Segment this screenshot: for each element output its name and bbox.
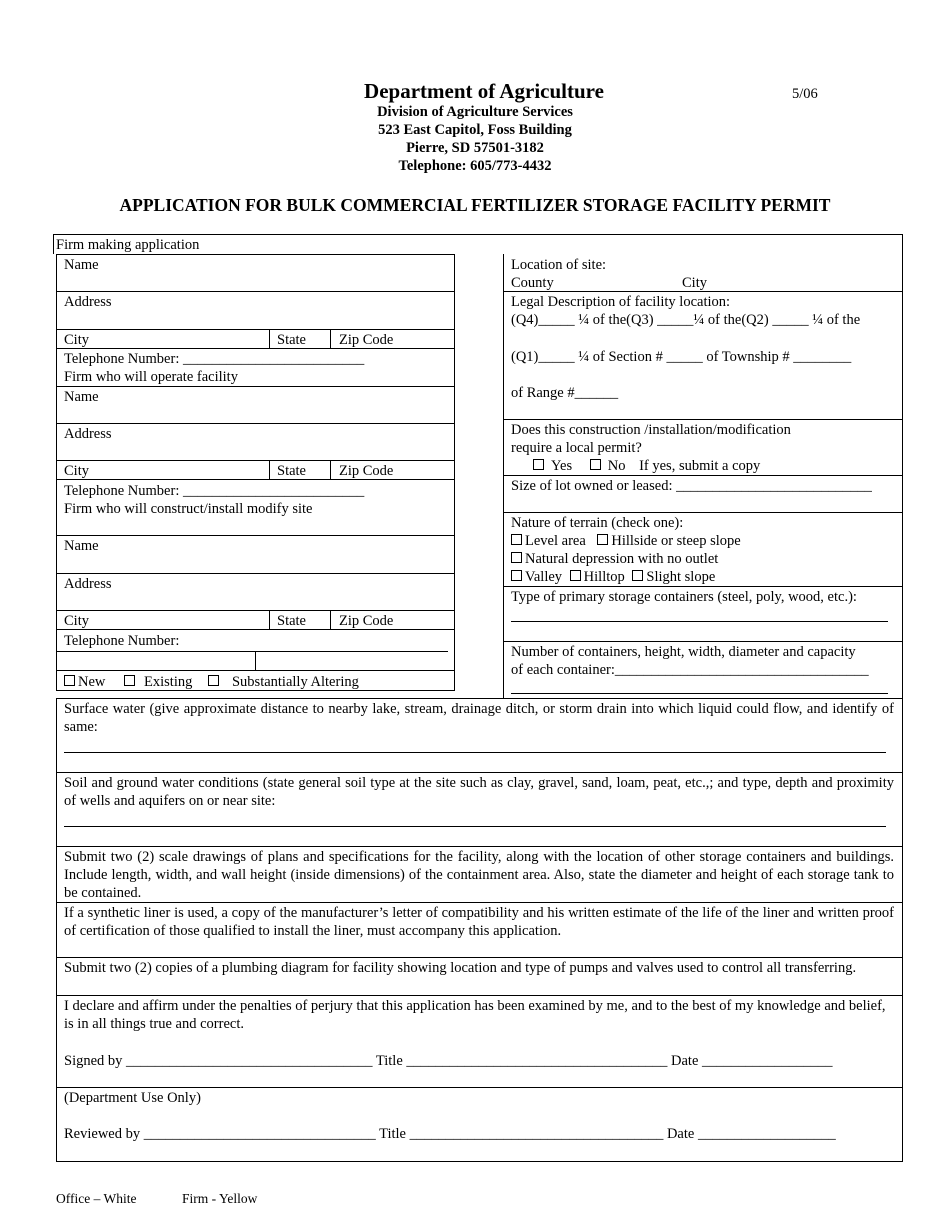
permit-yes-label: Yes: [551, 458, 573, 474]
soil-water-label: Soil and ground water conditions (state general soil type at the site such as clay, gravel, sand, loam, peat, etc.,; and type, depth and proximity of wells and aquifers on or near site:: [64, 775, 894, 809]
applicant-address-field[interactable]: Address: [64, 294, 112, 310]
site-county-field[interactable]: County: [511, 275, 554, 291]
constructor-section-label: Firm who will construct/install modify site: [64, 501, 313, 517]
terrain-hillside-label: Hillside or steep slope: [611, 533, 741, 549]
operator-name-field[interactable]: Name: [64, 389, 99, 405]
container-type-line[interactable]: [511, 620, 888, 622]
form-version: 5/06: [792, 86, 818, 102]
liner-instruction: If a synthetic liner is used, a copy of the manufacturer’s letter of compatibility and his written estimate of the life of the liner and written proof of certification of those qualified to install the liner, must accompany this application.: [64, 905, 894, 939]
operator-section-label: Firm who will operate facility: [64, 369, 238, 385]
permit-yes-note: If yes, submit a copy: [639, 458, 761, 474]
existing-checkbox[interactable]: [124, 675, 135, 686]
operator-address-field[interactable]: Address: [64, 426, 112, 442]
reviewed-by-line[interactable]: Reviewed by ________________________________ Title ___________________________________ Date ___________________: [64, 1126, 836, 1142]
city-state-zip: Pierre, SD 57501-3182: [406, 140, 544, 156]
left-column: [56, 254, 455, 691]
terrain-row-3: [511, 568, 715, 586]
terrain-row-1: [511, 532, 741, 550]
terrain-hilltop-label: Hilltop: [583, 569, 625, 585]
permit-no-label: No: [607, 458, 626, 474]
operator-telephone-field[interactable]: Telephone Number: _________________________: [64, 483, 365, 499]
local-permit-question-1: Does this construction /installation/modification: [511, 422, 791, 438]
terrain-row-2: [511, 550, 718, 568]
office-copy-label: Office – White: [56, 1191, 137, 1206]
operator-city-field[interactable]: City: [64, 463, 89, 479]
local-permit-options: [533, 457, 760, 475]
declaration-text: I declare and affirm under the penalties of perjury that this application has been examined by me, and to the best of my knowledge and belief, is in all things true and correct.: [64, 998, 886, 1032]
legal-description-label: Legal Description of facility location:: [511, 294, 731, 310]
drawings-instruction: Submit two (2) scale drawings of plans and specifications for the facility, along with the location of other storage containers and buildings. Include length, width, and wall height (inside dimensions) of the containment area. Also, state the diameter and height of each storage tank to be contained.: [64, 849, 894, 901]
new-label: New: [78, 674, 106, 690]
form-title: APPLICATION FOR BULK COMMERCIAL FERTILIZER STORAGE FACILITY PERMIT: [119, 195, 831, 215]
terrain-slight-checkbox[interactable]: [632, 570, 643, 581]
department-title: Department of Agriculture: [364, 79, 604, 103]
operator-state-field[interactable]: State: [277, 463, 306, 479]
applicant-telephone-field[interactable]: Telephone Number: _________________________: [64, 351, 365, 367]
container-details-label-1: Number of containers, height, width, diameter and capacity: [511, 644, 856, 660]
department-use-label: (Department Use Only): [64, 1090, 201, 1106]
constructor-city-field[interactable]: City: [64, 613, 89, 629]
legal-range-line[interactable]: of Range #______: [511, 385, 619, 401]
facility-status-options: [64, 673, 359, 691]
container-details-label-2[interactable]: of each container:___________________________________: [511, 662, 869, 678]
applicant-name-field[interactable]: Name: [64, 257, 99, 273]
terrain-depression-label: Natural depression with no outlet: [525, 551, 719, 567]
applicant-state-field[interactable]: State: [277, 332, 306, 348]
terrain-title: Nature of terrain (check one):: [511, 515, 684, 531]
signed-by-line[interactable]: Signed by __________________________________ Title ____________________________________ Date __________________: [64, 1053, 833, 1069]
altering-label: Substantially Altering: [231, 674, 359, 690]
lot-size-field[interactable]: Size of lot owned or leased: ___________________________: [511, 478, 872, 494]
terrain-depression-checkbox[interactable]: [511, 552, 522, 563]
local-permit-question-2: require a local permit?: [511, 440, 642, 456]
terrain-hillside-checkbox[interactable]: [597, 534, 608, 545]
terrain-slight-label: Slight slope: [646, 569, 716, 585]
constructor-name-field[interactable]: Name: [64, 538, 99, 554]
division-name: Division of Agriculture Services: [377, 104, 573, 120]
firm-making-application-label: Firm making application: [56, 237, 200, 253]
street-address: 523 East Capitol, Foss Building: [378, 122, 572, 138]
constructor-state-field[interactable]: State: [277, 613, 306, 629]
applicant-zip-field[interactable]: Zip Code: [339, 332, 394, 348]
terrain-valley-checkbox[interactable]: [511, 570, 522, 581]
permit-yes-checkbox[interactable]: [533, 459, 544, 470]
operator-zip-field[interactable]: Zip Code: [339, 463, 394, 479]
new-checkbox[interactable]: [64, 675, 75, 686]
surface-water-line[interactable]: [64, 751, 886, 753]
existing-label: Existing: [144, 674, 193, 690]
terrain-hilltop-checkbox[interactable]: [570, 570, 581, 581]
plumbing-instruction: Submit two (2) copies of a plumbing diagram for facility showing location and type of pumps and valves used to control all transferring.: [64, 960, 857, 976]
altering-checkbox[interactable]: [208, 675, 219, 686]
constructor-zip-field[interactable]: Zip Code: [339, 613, 394, 629]
legal-section-township-line[interactable]: (Q1)_____ ¼ of Section # _____ of Township # ________: [511, 349, 852, 365]
soil-water-line[interactable]: [64, 825, 886, 827]
terrain-level-label: Level area: [525, 533, 586, 549]
terrain-valley-label: Valley: [525, 569, 563, 585]
constructor-telephone-field[interactable]: Telephone Number:: [64, 633, 180, 649]
surface-water-label: Surface water (give approximate distance to nearby lake, stream, drainage ditch, or storm drain into which liquid could flow, and identify of same:: [64, 701, 894, 735]
permit-no-checkbox[interactable]: [590, 459, 601, 470]
site-city-field[interactable]: City: [682, 275, 707, 291]
firm-copy-label: Firm - Yellow: [182, 1191, 258, 1206]
department-telephone: Telephone: 605/773-4432: [398, 158, 552, 174]
container-details-line[interactable]: [511, 692, 888, 694]
location-of-site-label: Location of site:: [511, 257, 607, 273]
constructor-address-field[interactable]: Address: [64, 576, 112, 592]
terrain-level-checkbox[interactable]: [511, 534, 522, 545]
applicant-city-field[interactable]: City: [64, 332, 89, 348]
legal-quarter-line-1[interactable]: (Q4)_____ ¼ of the(Q3) _____¼ of the(Q2) _____ ¼ of the: [511, 312, 861, 328]
container-type-label: Type of primary storage containers (steel, poly, wood, etc.):: [511, 589, 857, 605]
